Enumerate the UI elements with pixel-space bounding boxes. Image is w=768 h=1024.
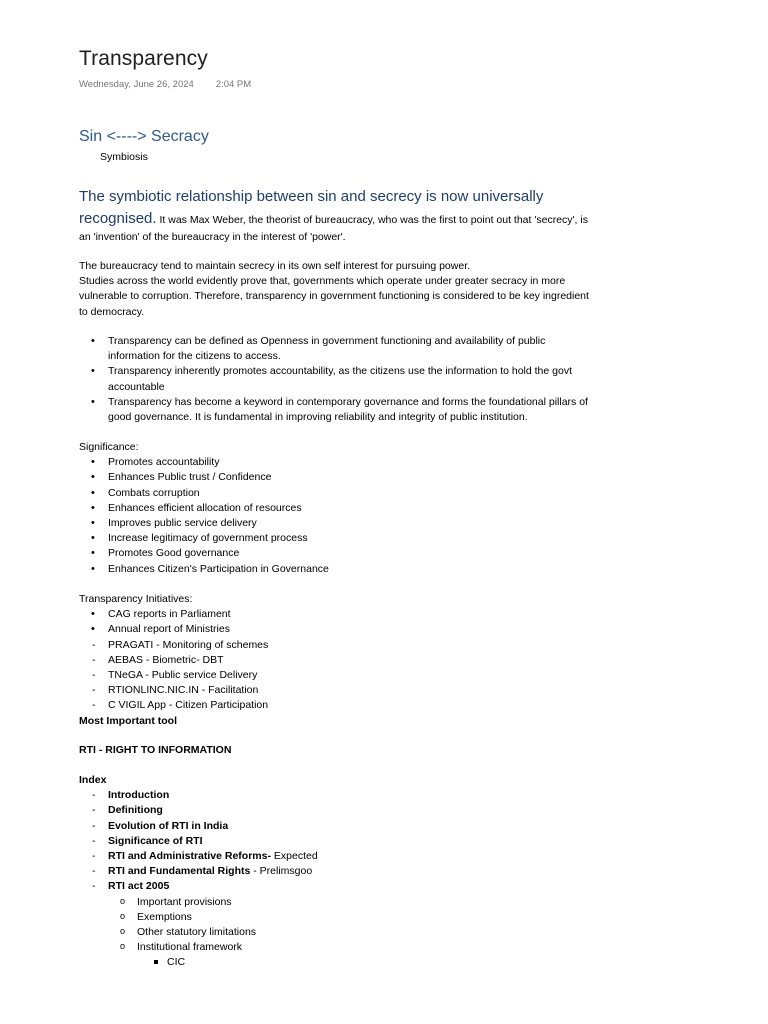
index-label: Index — [79, 774, 107, 786]
list-item: • Enhances Public trust / Confidence — [79, 470, 599, 485]
list-item: - TNeGA - Public service Delivery — [79, 668, 599, 683]
index-subitem: o Institutional framework — [79, 940, 599, 955]
list-item: • Transparency can be defined as Openness in government functioning and availability of public information for the citizens to access. — [79, 334, 599, 364]
index-item: - Introduction — [79, 788, 599, 803]
list-item: • Enhances Citizen's Participation in Governance — [79, 562, 599, 577]
list-item: • Improves public service delivery — [79, 516, 599, 531]
list-item: - RTIONLINC.NIC.IN - Facilitation — [79, 683, 599, 698]
index-subitem: o Exemptions — [79, 910, 599, 925]
index-subitem: o Other statutory limitations — [79, 925, 599, 940]
definition-list — [79, 334, 599, 425]
list-item: • Increase legitimacy of government process — [79, 531, 599, 546]
list-item: • Transparency inherently promotes accountability, as the citizens use the information to hold the govt accountable — [79, 364, 599, 394]
index-subsubitem: CIC — [79, 955, 599, 970]
page-timestamp — [79, 79, 251, 90]
list-item: - PRAGATI - Monitoring of schemes — [79, 638, 599, 653]
intro-rest: It was Max Weber, the theorist of bureaucracy, who was the first to point out that 'secrecy', is an 'invention' of the bureaucracy in the interest of 'power'. — [79, 214, 588, 243]
rti-heading: RTI - RIGHT TO INFORMATION — [79, 744, 232, 756]
section-heading: Sin <----> Secracy — [79, 128, 209, 145]
paragraph-line-2: Studies across the world evidently prove that, governments which operate under greater secracy in more vulnerable to corruption. Therefore, transparency in government functioning is considered to be key ingredient to democracy. — [79, 275, 589, 318]
list-item: • Promotes accountability — [79, 455, 599, 470]
initiatives-section — [79, 592, 599, 729]
index-item: - RTI act 2005 — [79, 879, 599, 894]
page-time: 2:04 PM — [215, 79, 252, 90]
list-item: - C VIGIL App - Citizen Participation — [79, 698, 599, 713]
index-section — [79, 773, 599, 971]
index-subitem: o Important provisions — [79, 895, 599, 910]
most-important-label: Most Important tool — [79, 714, 177, 727]
list-item: • Transparency has become a keyword in contemporary governance and forms the foundational pillars of good governance. It is fundamental in improving reliability and integrity of public institution. — [79, 395, 599, 425]
intro-lead: The symbiotic relationship between sin and secrecy is now universally recognised — [79, 188, 544, 227]
initiatives-label: Transparency Initiatives: — [79, 593, 193, 605]
list-item: - AEBAS - Biometric- DBT — [79, 653, 599, 668]
intro-lead-period: . — [152, 210, 157, 227]
page-title: Transparency — [79, 47, 208, 70]
list-item: • Enhances efficient allocation of resources — [79, 501, 599, 516]
list-item: • CAG reports in Parliament — [79, 607, 599, 622]
index-item: - RTI and Administrative Reforms- Expected — [79, 849, 599, 864]
index-item: - Evolution of RTI in India — [79, 819, 599, 834]
index-item: - Significance of RTI — [79, 834, 599, 849]
list-item: • Annual report of Ministries — [79, 622, 599, 637]
list-item: • Combats corruption — [79, 486, 599, 501]
significance-label: Significance: — [79, 441, 139, 453]
page-date: Wednesday, June 26, 2024 — [79, 79, 194, 90]
section-subheading: Symbiosis — [100, 151, 148, 163]
paragraph-line-1: The bureaucracy tend to maintain secrecy in its own self interest for pursuing power. — [79, 260, 471, 272]
index-item: - Definitiong — [79, 803, 599, 818]
list-item: • Promotes Good governance — [79, 546, 599, 561]
significance-section — [79, 440, 599, 577]
index-item: - RTI and Fundamental Rights - Prelimsgoo — [79, 864, 599, 879]
paragraph-bureaucracy — [79, 259, 599, 320]
intro-paragraph — [79, 186, 599, 245]
